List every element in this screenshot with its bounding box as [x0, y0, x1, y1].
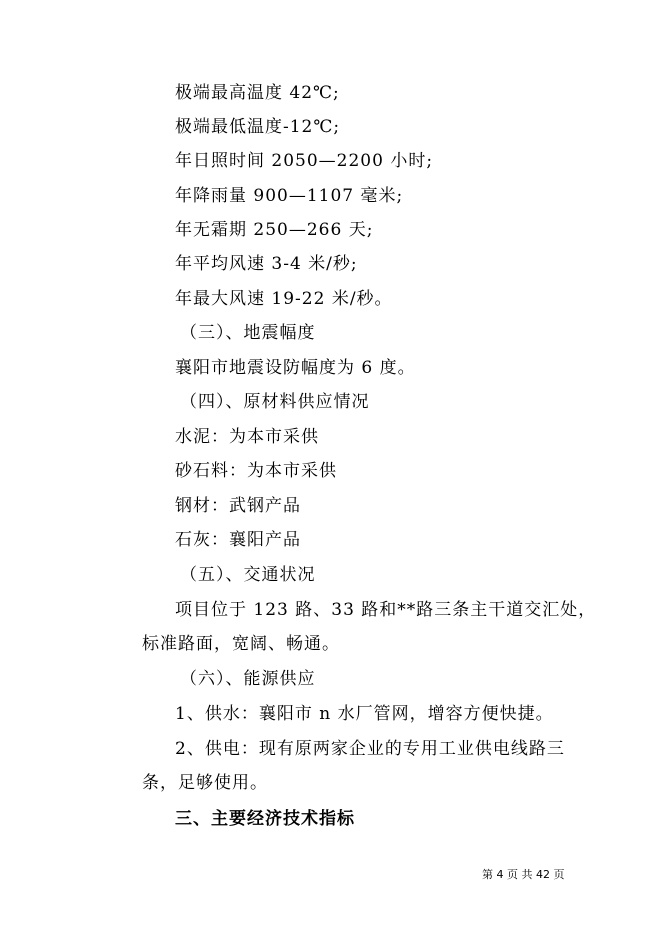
transport-heading: （五）、交通状况: [180, 565, 316, 585]
climate-max-wind: 年最大风速 19-22 米/秒。: [175, 289, 393, 309]
earthquake-text: 襄阳市地震设防幅度为 6 度。: [175, 358, 416, 378]
climate-rainfall: 年降雨量 900—1107 毫米;: [175, 186, 404, 206]
materials-gravel: 砂石料：为本市采供: [175, 461, 337, 481]
earthquake-heading: （三）、地震幅度: [180, 323, 316, 343]
materials-lime: 石灰：襄阳产品: [175, 530, 301, 550]
climate-min-temp: 极端最低温度-12℃;: [175, 117, 341, 137]
materials-cement: 水泥：为本市采供: [175, 427, 319, 447]
materials-steel: 钢材：武钢产品: [175, 496, 301, 516]
page-footer: 第 4 页 共 42 页: [482, 868, 565, 881]
transport-line-1: 项目位于 123 路、33 路和**路三条主干道交汇处，: [175, 600, 597, 620]
energy-power-line-2: 条，足够使用。: [142, 773, 268, 793]
climate-max-temp: 极端最高温度 42℃;: [175, 83, 340, 103]
materials-heading: （四）、原材料供应情况: [180, 392, 370, 412]
climate-avg-wind: 年平均风速 3-4 米/秒;: [175, 254, 358, 274]
climate-sunshine: 年日照时间 2050—2200 小时;: [175, 151, 434, 171]
energy-heading: （六）、能源供应: [180, 669, 316, 689]
energy-water: 1、供水：襄阳市 n 水厂管网，增容方便快捷。: [175, 704, 554, 724]
transport-line-2: 标准路面，宽阔、畅通。: [142, 634, 340, 654]
energy-power-line-1: 2、供电：现有原两家企业的专用工业供电线路三: [175, 739, 565, 759]
section-heading: 三、主要经济技术指标: [175, 809, 355, 829]
climate-frost-free: 年无霜期 250—266 天;: [175, 220, 374, 240]
